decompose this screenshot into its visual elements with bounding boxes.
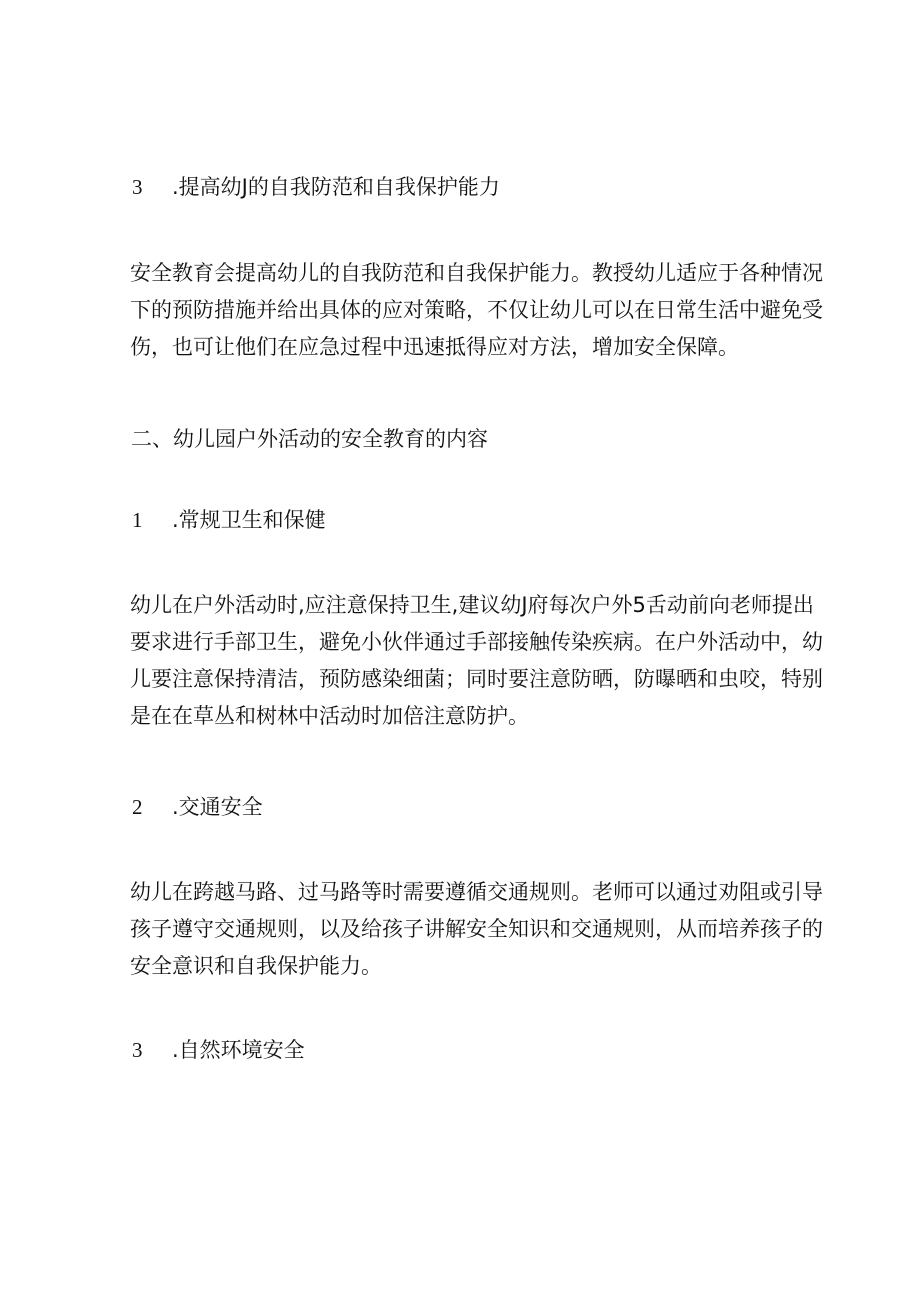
paragraph-line: 孩子遵守交通规则，以及给孩子讲解安全知识和交通规则，从而培养孩子的 <box>130 917 823 941</box>
heading-number: 2 <box>132 795 143 819</box>
paragraph-line: 安全教育会提高幼儿的自我防范和自我保护能力。教授幼儿适应于各种情况 <box>130 261 823 285</box>
paragraph-line: 下的预防措施并给出具体的应对策略，不仅让幼儿可以在日常生活中避免受 <box>130 298 823 322</box>
chapter-heading <box>131 425 488 453</box>
paragraph <box>130 587 823 735</box>
paragraph-line: 伤，也可让他们在应急过程中迅速抵得应对方法，增加安全保障。 <box>130 335 739 359</box>
paragraph <box>130 874 823 985</box>
section-heading <box>132 506 326 534</box>
paragraph-line: 儿要注意保持清洁，预防感染细菌；同时要注意防晒，防曝晒和虫咬，特别 <box>130 667 823 691</box>
heading-number: 1 <box>132 508 143 532</box>
heading-text: .交通安全 <box>172 795 263 819</box>
heading-text: .提高幼J的自我防范和自我保护能力 <box>172 175 500 199</box>
section-heading <box>132 793 263 821</box>
paragraph-line: 是在在草丛和树林中活动时加倍注意防护。 <box>130 704 529 728</box>
paragraph-line: 要求进行手部卫生，避免小伙伴通过手部接触传染疾病。在户外活动中，幼 <box>130 630 823 654</box>
heading-text: .常规卫生和保健 <box>172 508 326 532</box>
heading-number: 3 <box>132 175 143 199</box>
heading-text: 二、幼儿园户外活动的安全教育的内容 <box>131 427 488 451</box>
section-heading <box>132 1036 305 1064</box>
paragraph <box>130 255 823 366</box>
heading-text: .自然环境安全 <box>172 1038 305 1062</box>
paragraph-line: 幼儿在户外活动时,应注意保持卫生,建议幼J府每次户外5舌动前向老师提出 <box>130 593 814 617</box>
heading-number: 3 <box>132 1038 143 1062</box>
paragraph-line: 幼儿在跨越马路、过马路等时需要遵循交通规则。老师可以通过劝阻或引导 <box>130 880 823 904</box>
paragraph-line: 安全意识和自我保护能力。 <box>130 954 382 978</box>
section-heading <box>132 173 500 201</box>
